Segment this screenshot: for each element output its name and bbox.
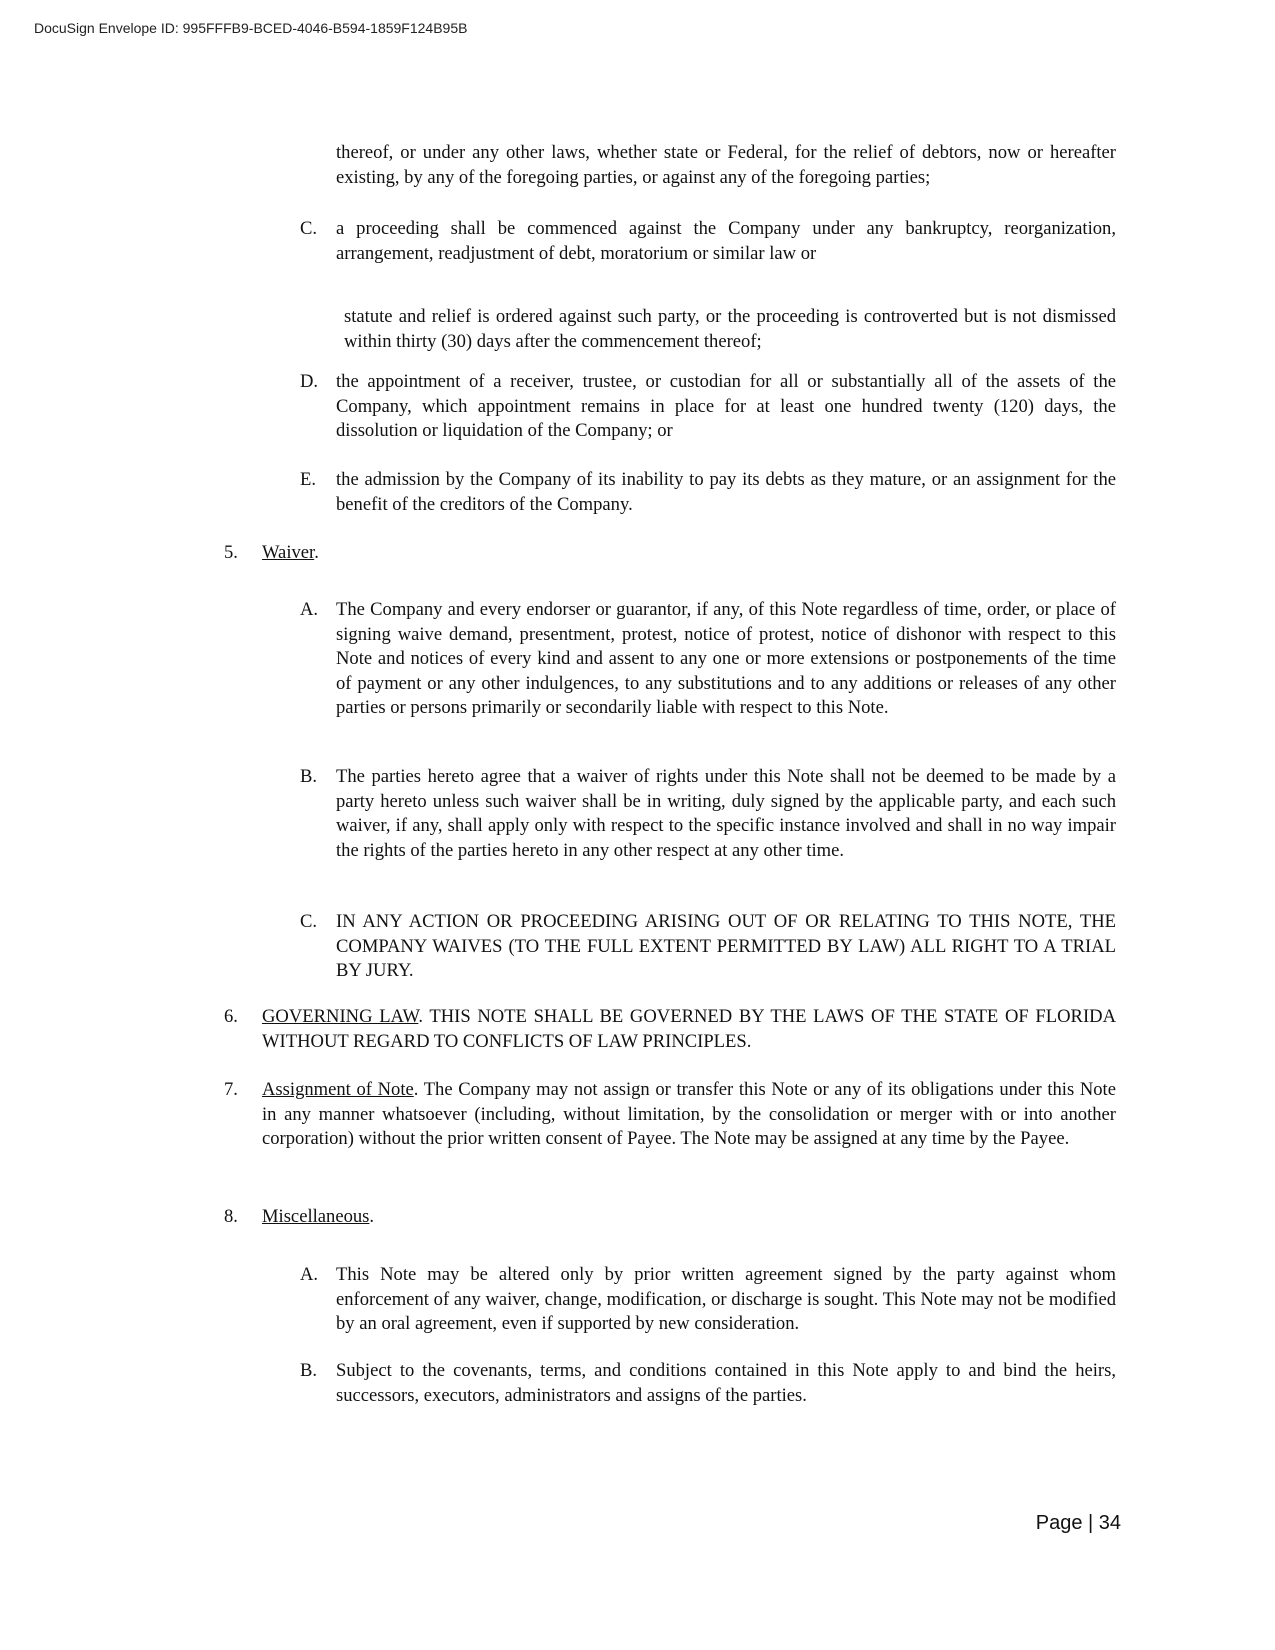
envelope-id: DocuSign Envelope ID: 995FFFB9-BCED-4046-B594-1859F124B95B xyxy=(34,20,468,36)
section-8-number: 8. xyxy=(224,1206,238,1227)
clause-8b-text: Subject to the covenants, terms, and conditions contained in this Note apply to and bind the heirs, successors, executors, administrators and assigns of the parties. xyxy=(336,1360,1116,1406)
section-8-heading-line xyxy=(262,1205,1116,1230)
clause-5a-label: A. xyxy=(300,599,319,620)
section-6-paragraph xyxy=(262,1005,1116,1054)
clause-4e-text: the admission by the Company of its inability to pay its debts as they mature, or an assignment for the benefit of the creditors of the Company. xyxy=(336,469,1116,515)
clause-4c-continuation: statute and relief is ordered against such party, or the proceeding is controverted but is not dismissed within thirty (30) days after the commencement thereof; xyxy=(344,306,1116,352)
section-5-heading: Waiver xyxy=(262,542,315,563)
section-8-heading: Miscellaneous xyxy=(262,1206,370,1227)
clause-4c-label: C. xyxy=(300,218,318,239)
clause-4d-text: the appointment of a receiver, trustee, or custodian for all or substantially all of the assets of the Company, which appointment remains in place for at least one hundred twenty (120) days, the dissolution or liquidation of the Company; or xyxy=(336,371,1116,441)
section-7-heading: Assignment of Note xyxy=(262,1079,414,1100)
clause-4e-label: E. xyxy=(300,469,317,490)
page-number: Page | 34 xyxy=(1035,1512,1121,1534)
section-5-heading-line xyxy=(262,541,1116,566)
section-7-text: . The Company may not assign or transfer this Note or any of its obligations under this Note in any manner whatsoever (including, without limitation, by the consolidation or merger with or into another corporation) without the prior written consent of Payee. The Note may be assigned at any time by the Payee. xyxy=(262,1079,1116,1149)
section-6-number: 6. xyxy=(224,1006,238,1027)
intro-continuation: thereof, or under any other laws, whether state or Federal, for the relief of debtors, now or hereafter existing, by any of the foregoing parties, or against any of the foregoing parties; xyxy=(336,142,1116,188)
clause-5b-label: B. xyxy=(300,766,318,787)
section-7-number: 7. xyxy=(224,1079,238,1100)
section-5-number: 5. xyxy=(224,542,238,563)
section-6-heading: GOVERNING LAW xyxy=(262,1006,419,1027)
clause-8a-text: This Note may be altered only by prior written agreement signed by the party against whom enforcement of any waiver, change, modification, or discharge is sought. This Note may not be modified by an oral agreement, even if supported by new consideration. xyxy=(336,1264,1116,1334)
clause-8b-label: B. xyxy=(300,1360,318,1381)
clause-5c-label: C. xyxy=(300,911,318,932)
clause-4c-text: a proceeding shall be commenced against the Company under any bankruptcy, reorganization, arrangement, readjustment of debt, moratorium or similar law or xyxy=(336,218,1116,264)
section-6-text: . THIS NOTE SHALL BE GOVERNED BY THE LAWS OF THE STATE OF FLORIDA WITHOUT REGARD TO CONFLICTS OF LAW PRINCIPLES. xyxy=(262,1006,1116,1052)
clause-5a-text: The Company and every endorser or guarantor, if any, of this Note regardless of time, order, or place of signing waive demand, presentment, protest, notice of protest, notice of dishonor with respect to this Note and notices of every kind and assent to any one or more extensions or postponements of the time of payment or any other indulgences, to any substitutions and to any additions or releases of any other parties or persons primarily or secondarily liable with respect to this Note. xyxy=(336,599,1116,718)
section-5-heading-tail: . xyxy=(314,542,319,563)
clause-5b-text: The parties hereto agree that a waiver of rights under this Note shall not be deemed to be made by a party hereto unless such waiver shall be in writing, duly signed by the applicable party, and each such waiver, if any, shall apply only with respect to the specific instance involved and shall in no way impair the rights of the parties hereto in any other respect at any other time. xyxy=(336,766,1116,861)
clause-4d-label: D. xyxy=(300,371,319,392)
section-7-paragraph xyxy=(262,1078,1116,1152)
section-8-heading-tail: . xyxy=(369,1206,375,1227)
clause-5c-text: IN ANY ACTION OR PROCEEDING ARISING OUT OF OR RELATING TO THIS NOTE, THE COMPANY WAIVES (TO THE FULL EXTENT PERMITTED BY LAW) ALL RIGHT TO A TRIAL BY JURY. xyxy=(336,911,1116,981)
clause-8a-label: A. xyxy=(300,1264,319,1285)
